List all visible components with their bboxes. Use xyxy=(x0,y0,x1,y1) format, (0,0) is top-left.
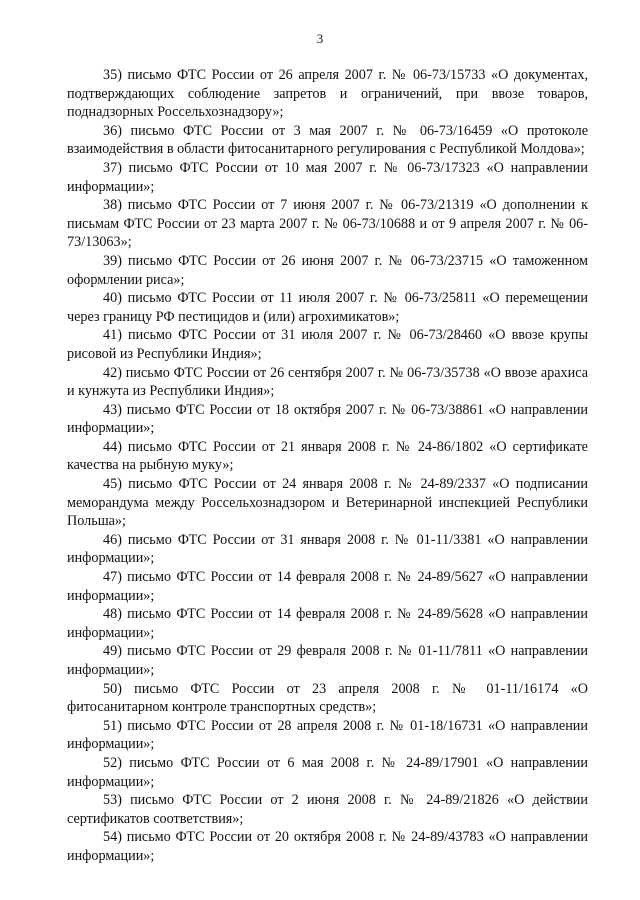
list-item: 35) письмо ФТС России от 26 апреля 2007 г. № 06-73/15733 «О документах, подтверждающих соблюдение запретов и ограничений, при ввозе товаров, поднадзорных Россельхознадзору»; xyxy=(67,67,588,121)
page-number: 3 xyxy=(316,31,324,46)
list-item: 50) письмо ФТС России от 23 апреля 2008 г. № 01-11/16174 «О фитосанитарном контроле транспортных средств»; xyxy=(67,680,588,716)
list-item: 47) письмо ФТС России от 14 февраля 2008 г. № 24-89/5627 «О направлении информации»; xyxy=(67,569,588,604)
list-item: 49) письмо ФТС России от 29 февраля 2008 г. № 01-11/7811 «О направлении информации»; xyxy=(67,643,588,678)
list-item: 52) письмо ФТС России от 6 мая 2008 г. № 24-89/17901 «О направлении информации»; xyxy=(67,754,588,790)
list-item: 43) письмо ФТС России от 18 октября 2007 г. № 06-73/38861 «О направлении информации»; xyxy=(67,401,588,437)
list-item: 38) письмо ФТС России от 7 июня 2007 г. № 06-73/21319 «О дополнении к письмам ФТС России от 23 марта 2007 г. № 06-73/10688 и от 9 апреля 2007 г. № 06-73/13063»; xyxy=(67,197,588,251)
list-item: 37) письмо ФТС России от 10 мая 2007 г. № 06-73/17323 «О направлении информации»; xyxy=(67,159,588,195)
list-item: 44) письмо ФТС России от 21 января 2008 г. № 24-86/1802 «О сертификате качества на рыбную муку»; xyxy=(67,438,588,474)
list-item: 53) письмо ФТС России от 2 июня 2008 г. № 24-89/21826 «О действии сертификатов соответствия»; xyxy=(67,792,588,827)
list-item: 45) письмо ФТС России от 24 января 2008 г. № 24-89/2337 «О подписании меморандума между Россельхознадзором и Ветеринарной инспекцией Республики Польша»; xyxy=(67,476,588,530)
list-item: 48) письмо ФТС России от 14 февраля 2008 г. № 24-89/5628 «О направлении информации»; xyxy=(67,606,588,641)
list-item: 51) письмо ФТС России от 28 апреля 2008 г. № 01-18/16731 «О направлении информации»; xyxy=(67,717,588,753)
list-item: 42) письмо ФТС России от 26 сентября 2007 г. № 06-73/35738 «О ввозе арахиса и кунжута из Республики Индия»; xyxy=(67,364,588,400)
list-item: 40) письмо ФТС России от 11 июля 2007 г. № 06-73/25811 «О перемещении через границу РФ пестицидов и (или) агрохимикатов»; xyxy=(67,290,588,325)
letter-list xyxy=(67,66,588,866)
list-item: 36) письмо ФТС России от 3 мая 2007 г. № 06-73/16459 «О протоколе взаимодействия в области фитосанитарного регулирования с Республикой Молдова»; xyxy=(67,122,588,158)
list-item: 54) письмо ФТС России от 20 октября 2008 г. № 24-89/43783 «О направлении информации»; xyxy=(67,829,588,864)
list-item: 39) письмо ФТС России от 26 июня 2007 г. № 06-73/23715 «О таможенном оформлении риса»; xyxy=(67,252,588,288)
list-item: 41) письмо ФТС России от 31 июля 2007 г. № 06-73/28460 «О ввозе крупы рисовой из Республики Индия»; xyxy=(67,327,588,362)
list-item: 46) письмо ФТС России от 31 января 2008 г. № 01-11/3381 «О направлении информации»; xyxy=(67,531,588,567)
